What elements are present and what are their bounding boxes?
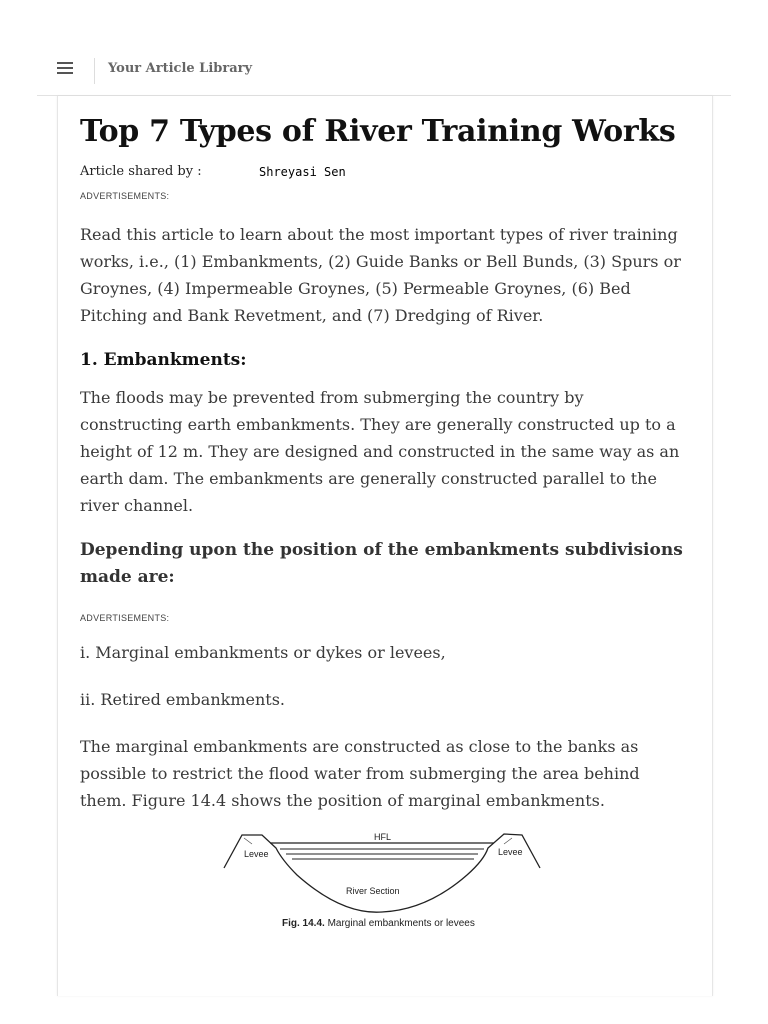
- figure-number: Fig. 14.4.: [282, 918, 325, 929]
- section-heading-embankments: 1. Embankments:: [80, 350, 247, 370]
- levee-right-label: Levee: [498, 847, 523, 857]
- article-content: [80, 110, 690, 814]
- byline-label: Article shared by :: [80, 164, 202, 179]
- river-section-label: River Section: [346, 886, 400, 896]
- list-item: ii. Retired embankments.: [80, 690, 286, 709]
- hfl-label: HFL: [374, 832, 392, 842]
- levee-left-label: Levee: [244, 849, 269, 859]
- top-bar: [0, 0, 768, 96]
- figure-caption: [282, 918, 542, 929]
- ads-label: ADVERTISEMENTS:: [80, 613, 170, 623]
- site-title-link[interactable]: Your Article Library: [108, 61, 253, 76]
- figure-marginal-embankments: [222, 830, 542, 934]
- intro-paragraph: Read this article to learn about the most important types of river training works, i.e., (1) Embankments, (2) Guide Banks or Bell Bunds, (3) Spurs or Groynes, (4) Impermeable Groynes, (5) Permeable Groynes, (6) Bed Pitching and Bank Revetment, and (7) Dredging of River.: [80, 225, 681, 325]
- hamburger-menu-icon[interactable]: [57, 62, 73, 76]
- header-divider: [94, 58, 95, 84]
- marginal-embankments-paragraph: The marginal embankments are constructed as close to the banks as possible to restrict the flood water from submerging the area behind them. Figure 14.4 shows the position of marginal embankments.: [80, 737, 640, 810]
- author-name: Shreyasi Sen: [259, 165, 346, 179]
- article-title: Top 7 Types of River Training Works: [80, 114, 676, 149]
- embankments-paragraph: The floods may be prevented from submerging the country by constructing earth embankments. They are generally constructed up to a height of 12 m. They are designed and constructed in the same way as an earth dam. The embankments are generally constructed parallel to the river channel.: [80, 388, 680, 515]
- list-item: i. Marginal embankments or dykes or levees,: [80, 643, 446, 662]
- ads-label: ADVERTISEMENTS:: [80, 191, 170, 201]
- subdivisions-heading: Depending upon the position of the embankments subdivisions made are:: [80, 540, 683, 587]
- byline: [80, 164, 690, 184]
- figure-caption-text: Marginal embankments or levees: [327, 918, 475, 929]
- river-section-diagram: [222, 830, 542, 916]
